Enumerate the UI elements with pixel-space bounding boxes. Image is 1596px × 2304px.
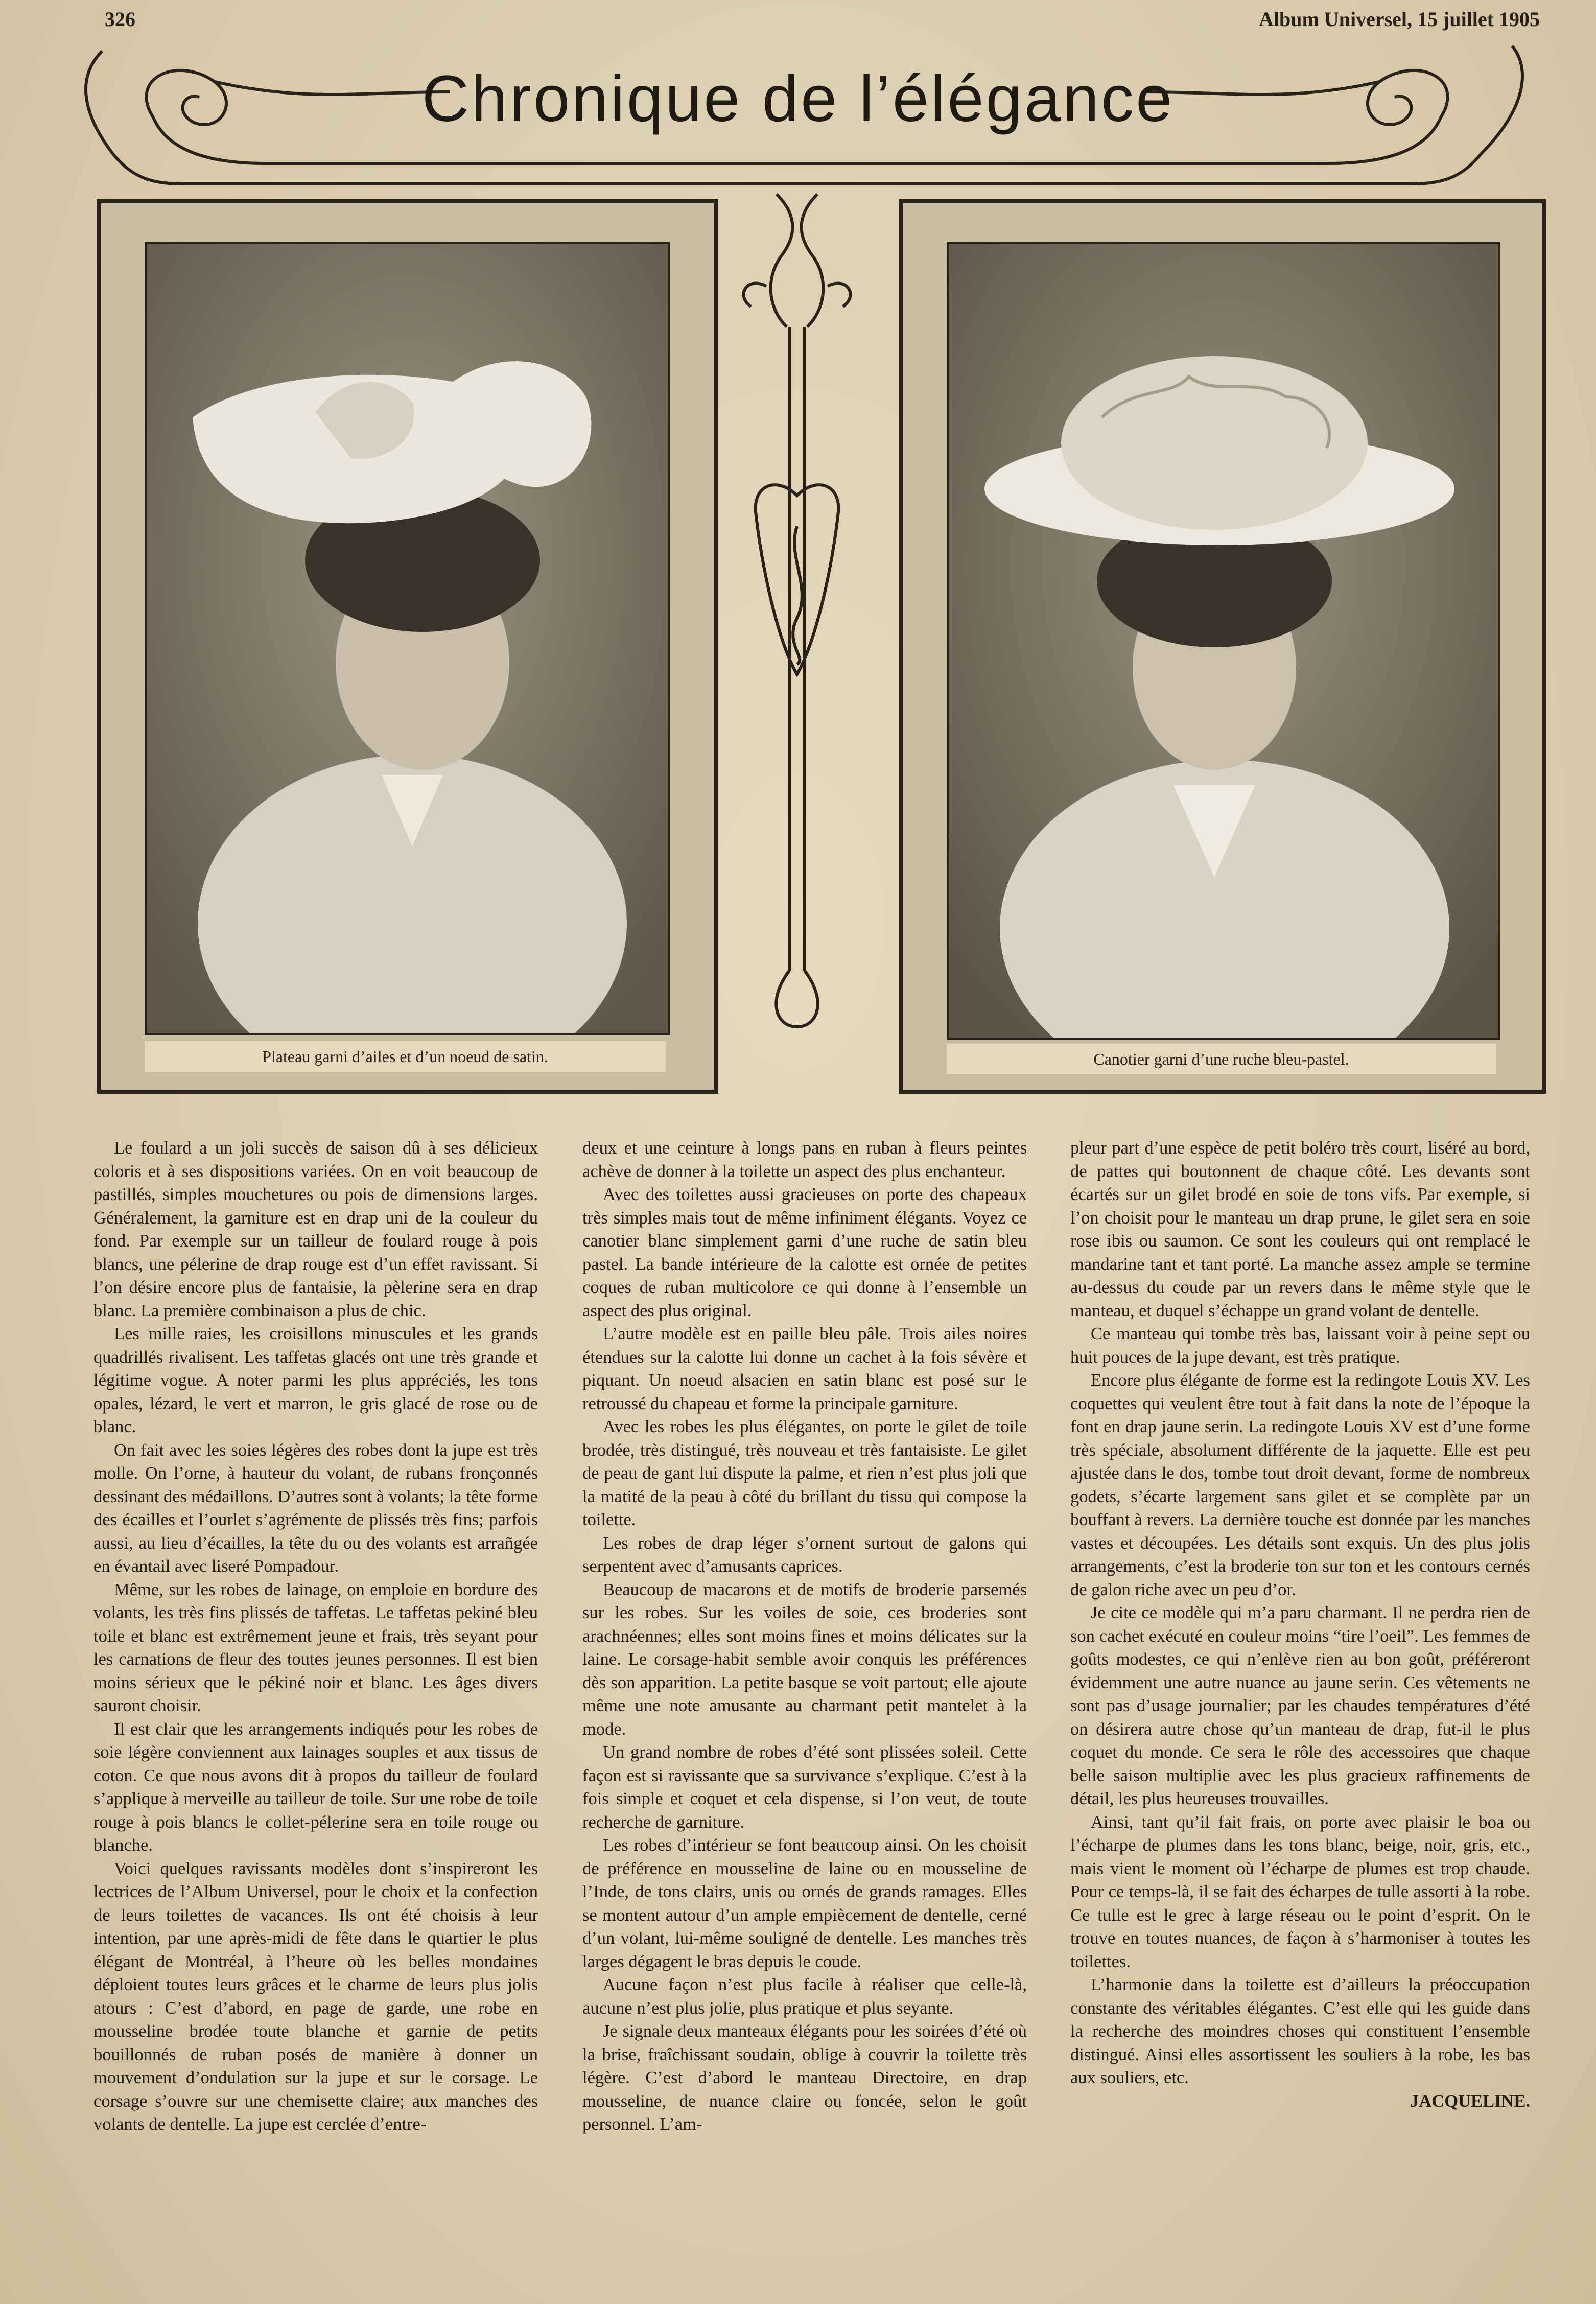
paragraph: Aucune façon n’est plus facile à réaliser que celle-là, aucune n’est plus jolie, plus pratique et plus seyante. (582, 1975, 1027, 2018)
paragraph: Encore plus élégante de forme est la redingote Louis XV. Les coquettes qui veulent être tout à fait dans la note de l’époque la font en drap jaune serin. La redingote Louis XV est d’une forme très spéciale, absolument différente de la jaquette. Elle est peu ajustée dans le dos, tombe tout droit devant, forme de nombreux godets, s’écarte largement sans gilet et se complète par un bouffant à revers. La dernière touche est donnée par les manches vastes et découpées. Les détails sont exquis. Un des plus jolis arrangements, c’est la broderie ton sur ton et les contours cernés de galon riche avec un peu d’or. (1070, 1371, 1530, 1600)
photo-frame-left (97, 199, 718, 1094)
paragraph: pleur part d’une espèce de petit boléro très court, liséré au bord, de pattes qui boutonnent de chaque côté. Les devants sont écartés sur un gilet brodé en soie de tons vifs. Par exemple, si l’on choisit pour le manteau un drap prune, le gilet sera en soie rose ibis ou saumon. Ce sont les couleurs qui ont remplacé le mandarine tant et tant porté. La manche assez ample se termine au-dessus du coude par un revers dans le même style que le manteau, et duquel s’échappe un grand volant de dentelle. (1070, 1138, 1530, 1321)
paragraph: Je cite ce modèle qui m’a paru charmant. Il ne perdra rien de son cachet exécuté en couleur moins “tire l’oeil”. Les femmes de goûts modestes, ce qui n’enlève rien au bon goût, préféreront évidemment une autre nuance au jaune serin. Ces vêtements ne sont pas d’usage journalier; par les chaudes températures d’été on désirera autre chose qu’un manteau de drap, fut-il le plus coquet du monde. Ce sera le rôle des accessoires que chaque belle saison multiplie avec les plus gracieux raffinements de détail, les plus heureuses trouvailles. (1070, 1603, 1530, 1808)
article-column-2 (582, 1137, 1027, 2136)
portrait-canotier-hat-image (949, 244, 1498, 1038)
paragraph: Voici quelques ravissants modèles dont s’inspireront les lectrices de l’Album Universel, pour le choix et la confection de leurs toilettes de vacances. Ils ont été choisis à leur intention, par une après-midi de fête dans le quartier le plus élégant de Montréal, à l’heure où les belles mondaines déploient toutes leurs grâces et le charme de leurs plus jolis atours : C’est d’abord, en page de garde, une robe en mousseline brodée toute blanche et garnie de petits bouillonnés de ruban posés de manière à donner un mouvement d’ondulation sur la jupe et sur le corsage. Le corsage s’ouvre sur une chemisette claire; aux manches des volants de dentelle. La jupe est cerclée d’entre- (93, 1859, 538, 2134)
author-signature: JACQUELINE. (1410, 2091, 1530, 2111)
issue-date: Album Universel, 15 juillet 1905 (1259, 8, 1540, 31)
photo-caption-left: Plateau garni d’ailes et d’un noeud de satin. (145, 1041, 666, 1072)
article-column-3 (1070, 1137, 1530, 2113)
paragraph: Avec des toilettes aussi gracieuses on porte des chapeaux très simples mais tout de même infiniment élégants. Voyez ce canotier blanc simplement garni d’une ruche de satin bleu pastel. La bande intérieure de la calotte est ornée de petites coques de ruban multicolore ce qui donne à l’ensemble un aspect des plus original. (582, 1185, 1027, 1321)
paragraph: Beaucoup de macarons et de motifs de broderie parsemés sur les robes. Sur les voiles de soie, ces broderies sont arachnéennes; elles sont moins fines et moins délicates sur la laine. Le corsage-habit semble avoir conquis les préférences dès son apparition. La petite basque se voit partout; elle ajoute même une note amusante au charmant petit mantelet à la mode. (582, 1580, 1027, 1739)
page-title: Chronique de l’élégance (421, 62, 1175, 135)
photo-frame-right (899, 199, 1546, 1094)
paragraph: Ainsi, tant qu’il fait frais, on porte avec plaisir le boa ou l’écharpe de plumes dans les tons blanc, beige, noir, gris, etc., mais vient le moment où l’écharpe de plumes est trop chaude. Pour ce temps-là, il se fait des écharpes de tulle assorti à la robe. Ce tulle est le grec à large réseau ou le point d’esprit. On le trouve en toutes nuances, de façon à s’harmoniser à toutes les toilettes. (1070, 1812, 1530, 1971)
photo-right (947, 242, 1500, 1040)
paragraph: Il est clair que les arrangements indiqués pour les robes de soie légère conviennent aux lainages souples et aux tissus de coton. Ce que nous avons dit à propos du tailleur de foulard s’applique à merveille au tailleur de toile. Sur une robe de toile rouge à pois blancs le collet-pélerine sera en toile rouge ou blanche. (93, 1719, 538, 1855)
photo-left (145, 242, 670, 1035)
paragraph: Un grand nombre de robes d’été sont plissées soleil. Cette façon est si ravissante que sa survivance s’explique. C’est à la fois simple et coquet et cela dispense, si l’on veut, de toute recherche de garniture. (582, 1743, 1027, 1832)
paragraph: Les robes d’intérieur se font beaucoup ainsi. On les choisit de préférence en mousseline de laine ou en mousseline de l’Inde, de tons clairs, unis ou ornés de grands ramages. Elles se montent autour d’un ample empiècement de dentelle, cerné d’un volant, lui-même souligné de dentelle. Les manches très larges dégagent le bras depuis le coude. (582, 1836, 1027, 1971)
photo-caption-right: Canotier garni d’une ruche bleu-pastel. (947, 1044, 1496, 1074)
paragraph: Les mille raies, les croisillons minuscules et les grands quadrillés rivalisent. Les taffetas glacés ont une très grande et légitime vogue. A noter parmi les plus appréciés, les tons opales, lézard, le vert et marron, le gris glacé de rose ou de blanc. (93, 1324, 538, 1437)
article-column-1 (93, 1137, 538, 2136)
paragraph: Le foulard a un joli succès de saison dû à ses délicieux coloris et à ses dispositions variées. On en voit beaucoup de pastillés, simples mouchetures ou pois de dimensions larges. Généralement, la garniture est en drap uni de la couleur du fond. Par exemple sur un tailleur de foulard rouge à pois blancs, une pélerine de drap rouge est d’un effet ravissant. Si l’on désire encore plus de fantaisie, la pèlerine sera en drap blanc. La première combinaison a plus de chic. (93, 1138, 538, 1321)
paragraph: Ce manteau qui tombe très bas, laissant voir à peine sept ou huit pouces de la jupe devant, est très pratique. (1070, 1324, 1530, 1367)
paragraph: On fait avec les soies légères des robes dont la jupe est très molle. On l’orne, à hauteur du volant, de rubans fronçonnés dessinant des médaillons. D’autres sont à volants; la tête forme des écailles et l’ourlet s’agrémente de plissés très fins; parfois aussi, au lieu d’écailles, la tête du ou des volants est arrañgée en évantail avec liseré Pompadour. (93, 1440, 538, 1576)
paragraph: L’autre modèle est en paille bleu pâle. Trois ailes noires étendues sur la calotte lui donne un cachet à la fois sévère et piquant. Un noeud alsacien en satin blanc est posé sur le retroussé du chapeau et forme la principale garniture. (582, 1324, 1027, 1414)
page-number: 326 (105, 8, 135, 31)
paragraph: Avec les robes les plus élégantes, on porte le gilet de toile brodée, très distingué, très nouveau et très fantaisiste. Le gilet de peau de gant lui dispute la palme, et rien n’est plus joli que la matité de la peau à côté du brillant du tissu qui compose la toilette. (582, 1417, 1027, 1530)
paragraph: Je signale deux manteaux élégants pour les soirées d’été où la brise, fraîchissant soudain, oblige à couvrir la toilette très légère. C’est d’abord le manteau Directoire, en drap mousseline, de nuance claire ou foncée, selon le goût personnel. L’am- (582, 2021, 1027, 2134)
paragraph: L’harmonie dans la toilette est d’ailleurs la préoccupation constante des véritables élégantes. C’est elle qui les guide dans la recherche des moindres choses qui constituent l’ensemble distingué. Ainsi elles assortissent les souliers à la robe, les bas aux souliers, etc. (1070, 1975, 1530, 2087)
portrait-plateau-hat-image (147, 244, 668, 1033)
paragraph: Les robes de drap léger s’ornent surtout de galons qui serpentent avec d’amusants caprices. (582, 1533, 1027, 1576)
paragraph: deux et une ceinture à longs pans en ruban à fleurs peintes achève de donner à la toilette un aspect des plus enchanteur. (582, 1138, 1027, 1181)
paragraph: Même, sur les robes de lainage, on emploie en bordure des volants, les très fins plissés de taffetas. Le taffetas pekiné bleu toile et blanc est extrêmement jeune et frais, très seyant pour les carnations de fleur des toutes jeunes personnes. Il est bien moins sérieux que le pékiné noir et blanc. Les âges divers sauront choisir. (93, 1580, 538, 1715)
